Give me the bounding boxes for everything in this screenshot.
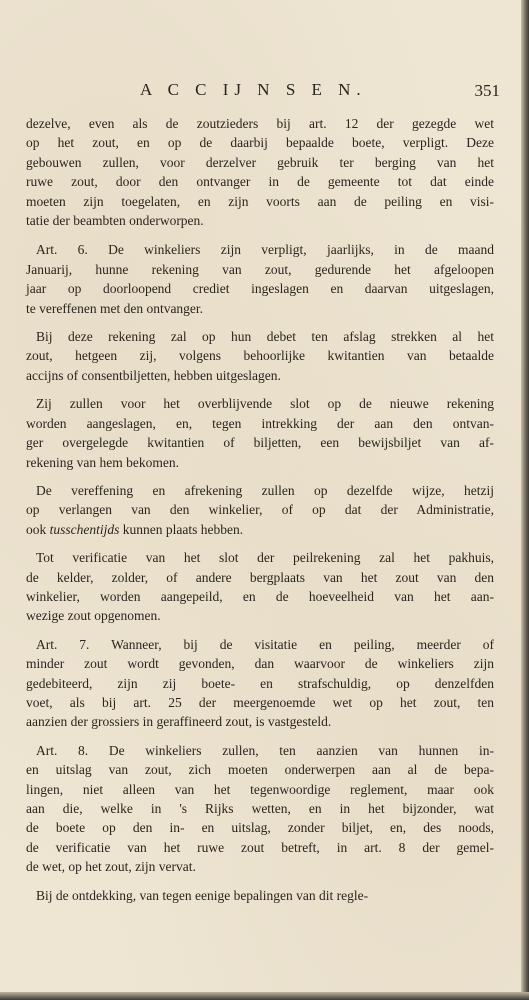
text-line: gebouwen zullen, voor derzelver gebruik ter berging van het [26, 154, 494, 170]
text-line: tatie der beambten onderworpen. [26, 213, 204, 229]
text-line: ruwe zout, door den ontvanger in de gemeente tot dat einde [26, 174, 494, 190]
page-edge-shadow [521, 0, 529, 1000]
text-line: rekening van hem bekomen. [26, 454, 179, 470]
page-edge-shadow [0, 992, 529, 1000]
paragraph [26, 548, 494, 626]
text-line: Art. 8. De winkeliers zullen, ten aanzien van hunnen in- [36, 742, 494, 758]
text-line: wezige zout opgenomen. [26, 608, 161, 624]
text-line: Art. 6. De winkeliers zijn verpligt, jaarlijks, in de maand [36, 242, 494, 258]
paragraph [26, 886, 494, 905]
paragraph [26, 481, 494, 539]
text-line: voet, als bij art. 25 der meergenoemde wet op het zout, ten [26, 694, 494, 710]
text-line: jaar op doorloopend crediet ingeslagen en daarvan uitgeslagen, [26, 281, 494, 297]
paragraph [26, 394, 494, 472]
text-line: dezelve, even als de zoutzieders bij art. 12 der gezegde wet [26, 116, 494, 131]
text-fragment: ook [26, 521, 50, 537]
text-line: de verificatie van het ruwe zout betreft, in art. 8 der gemel- [26, 839, 494, 855]
text-line: op het zout, en op de daarbij bepaalde boete, verpligt. Deze [26, 135, 494, 151]
text-line: moeten zijn toegelaten, en zijn voorts aan de peiling en visi- [26, 193, 494, 209]
text-line: de kelder, zolder, of andere bergplaats van het zout van den [26, 569, 494, 585]
text-line-with-italic [26, 520, 494, 539]
text-line: De vereffening en afrekening zullen op dezelfde wijze, hetzij [36, 482, 494, 498]
text-line: winkelier, worden aangepeild, en de hoeveelheid van het aan- [26, 588, 494, 604]
page-header [30, 80, 500, 104]
paragraph-art-8 [26, 741, 494, 877]
paragraph [26, 327, 494, 385]
text-line: gedebiteerd, zijn zij boete- en strafschuldig, op denzelfden [26, 675, 494, 691]
text-fragment: kunnen plaats hebben. [119, 521, 244, 537]
text-line: Januarij, hunne rekening van zout, gedurende het afgeloopen [26, 261, 494, 277]
paragraph-art-7 [26, 635, 494, 732]
text-line: te vereffenen met den ontvanger. [26, 300, 204, 316]
paragraph [26, 114, 494, 230]
text-line: zout, hetgeen zij, volgens behoorlijke kwitantien van betaalde [26, 348, 494, 364]
text-line: Zij zullen voor het overblijvende slot op de nieuwe rekening [36, 396, 494, 412]
text-line: worden aangeslagen, en, tegen intrekking der aan den ontvan- [26, 415, 494, 431]
text-line: Tot verificatie van het slot der peilrekening zal het pakhuis, [36, 550, 494, 566]
text-line: aanzien der grossiers in geraffineerd zout, is vastgesteld. [26, 714, 332, 730]
text-line: en uitslag van zout, zich moeten onderwerpen aan al de bepa- [26, 762, 494, 778]
italic-word: tusschentijds [49, 521, 120, 537]
text-line: accijns of consentbiljetten, hebben uitgeslagen. [26, 367, 281, 383]
page-number: 351 [474, 81, 500, 100]
text-line: minder zout wordt gevonden, dan waarvoor de winkeliers zijn [26, 656, 494, 672]
text-line: de boete op den in- en uitslag, zonder biljet, en, des noods, [26, 820, 494, 836]
text-line: de wet, op het zout, zijn vervat. [26, 859, 196, 875]
text-line: lingen, niet alleen van het tegenwoordige reglement, maar ook [26, 781, 494, 797]
body-text [26, 114, 494, 914]
text-line: Bij de ontdekking, van tegen eenige bepalingen van dit regle- [36, 887, 369, 903]
running-head: A C C IJ N S E N. [140, 80, 367, 99]
text-line: ger overgelegde kwitantien of biljetten, een bewijsbiljet van af- [26, 435, 494, 451]
text-line: aan die, welke in 's Rijks wetten, en in het bijzonder, wat [26, 801, 494, 816]
text-line: Art. 7. Wanneer, bij de visitatie en peiling, meerder of [36, 636, 494, 652]
paragraph-art-6 [26, 240, 494, 318]
text-line: op verlangen van den winkelier, of op dat der Administratie, [26, 502, 494, 518]
text-line: Bij deze rekening zal op hun debet ten afslag strekken al het [36, 329, 494, 345]
